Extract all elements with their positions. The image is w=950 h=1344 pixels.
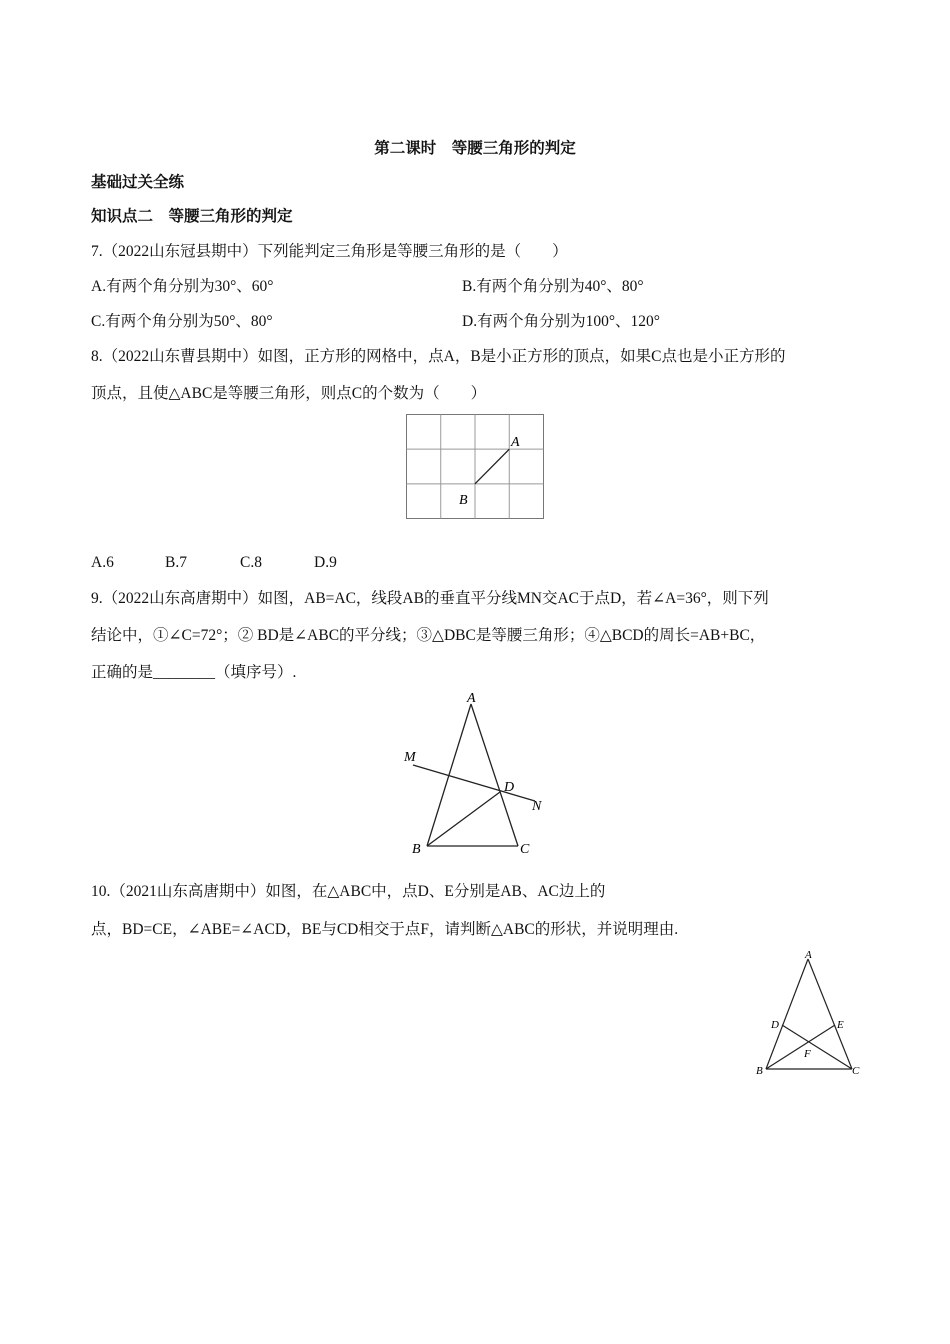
q9-stem-line2: 结论中，①∠C=72°；② BD是∠ABC的平分线；③△DBC是等腰三角形；④△BCD的周长=AB+BC，: [91, 627, 766, 644]
label-b: B: [756, 1065, 763, 1077]
side-ab: [766, 959, 808, 1069]
label-d: D: [504, 780, 515, 795]
q8-stem-line1: 8.（2022山东曹县期中）如图，正方形的网格中，点A，B是小正方形的顶点，如果C点也是小正方形的: [91, 348, 786, 365]
segment-cd: [782, 1025, 852, 1069]
label-d: D: [771, 1019, 779, 1031]
line-mn: [413, 765, 535, 801]
label-a: A: [511, 435, 520, 450]
side-ac: [808, 959, 852, 1069]
q7-option-c: C.有两个角分别为50°、80°: [91, 313, 273, 330]
q7-option-d: D.有两个角分别为100°、120°: [462, 313, 660, 330]
q8-option-b: B.7: [165, 554, 187, 571]
q7-stem: 7.（2022山东冠县期中）下列能判定三角形是等腰三角形的是（ ）: [91, 243, 568, 260]
label-c: C: [520, 842, 530, 857]
page-title: 第二课时 等腰三角形的判定: [374, 140, 576, 157]
q8-option-c: C.8: [240, 554, 262, 571]
q10-triangle-figure: [752, 945, 867, 1080]
label-c: C: [852, 1065, 860, 1077]
segment-be: [766, 1025, 835, 1069]
side-ac: [471, 704, 518, 846]
label-n: N: [532, 799, 542, 814]
q8-option-d: D.9: [314, 554, 337, 571]
label-a: A: [467, 691, 476, 706]
grid-lines: [407, 415, 544, 519]
label-a: A: [805, 949, 812, 961]
q10-stem-line2: 点，BD=CE，∠ABE=∠ACD，BE与CD相交于点F，请判断△ABC的形状，并说明理由.: [91, 921, 679, 938]
label-b: B: [412, 842, 421, 857]
q7-option-b: B.有两个角分别为40°、80°: [462, 278, 644, 295]
label-e: E: [837, 1019, 844, 1031]
label-m: M: [404, 750, 416, 765]
knowledge-point-heading: 知识点二 等腰三角形的判定: [91, 208, 293, 225]
q8-option-a: A.6: [91, 554, 114, 571]
q9-triangle-figure: [395, 688, 555, 863]
q9-stem-line1: 9.（2022山东高唐期中）如图，AB=AC，线段AB的垂直平分线MN交AC于点D，若∠A=36°，则下列: [91, 590, 769, 607]
segment-bd: [427, 792, 500, 846]
section-heading: 基础过关全练: [91, 174, 185, 191]
label-f: F: [804, 1048, 811, 1060]
q9-stem-line3: 正确的是________（填序号）.: [91, 664, 297, 681]
q8-grid-figure: [405, 413, 545, 521]
q7-option-a: A.有两个角分别为30°、60°: [91, 278, 274, 295]
segment-ab: [475, 449, 509, 484]
label-b: B: [459, 493, 468, 508]
q8-stem-line2: 顶点，且使△ABC是等腰三角形，则点C的个数为（ ）: [91, 385, 487, 402]
q10-stem-line1: 10.（2021山东高唐期中）如图，在△ABC中，点D、E分别是AB、AC边上的: [91, 883, 606, 900]
